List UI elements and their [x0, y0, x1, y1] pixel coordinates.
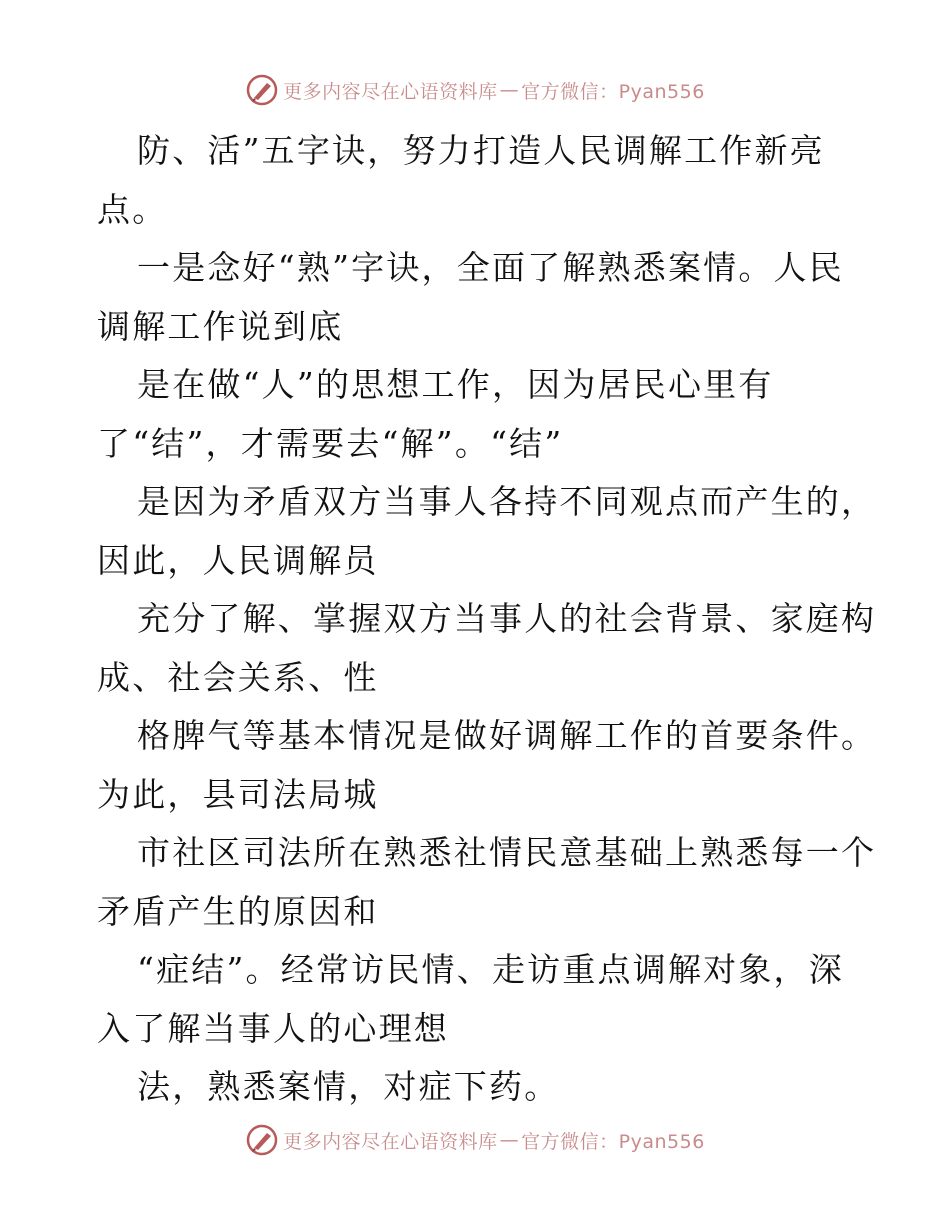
- header-watermark: [0, 70, 950, 110]
- pen-nib-circle-icon: [245, 73, 279, 107]
- watermark-text: 更多内容尽在心语资料库: [283, 80, 498, 103]
- watermark-separator: —: [499, 79, 520, 101]
- watermark-wechat: 官方微信：Pyan556: [521, 1130, 705, 1153]
- text-line: 点。: [97, 189, 168, 229]
- text-line: 为此，县司法局城: [97, 774, 379, 814]
- text-line: 防、活”五字诀，努力打造人民调解工作新亮: [137, 131, 825, 170]
- text-line: 是因为矛盾双方当事人各持不同观点而产生的，: [137, 482, 877, 521]
- text-line: 是在做“人”的思想工作，因为居民心里有: [137, 365, 774, 404]
- text-line: 一是念好“熟”字诀，全面了解熟悉案情。人民: [137, 248, 844, 287]
- text-line: 市社区司法所在熟悉社情民意基础上熟悉每一个: [137, 833, 877, 872]
- text-line: 矛盾产生的原因和: [97, 891, 379, 931]
- text-line: 了“结”，才需要去“解”。“结”: [97, 423, 564, 463]
- text-line: 入了解当事人的心理想: [97, 1008, 449, 1048]
- watermark-wechat: 官方微信：Pyan556: [521, 80, 705, 103]
- text-line: 成、社会关系、性: [97, 657, 379, 697]
- watermark-separator: —: [499, 1129, 520, 1151]
- watermark-text: 更多内容尽在心语资料库: [283, 1130, 498, 1153]
- text-line: 因此，人民调解员: [97, 540, 379, 580]
- text-line: 格脾气等基本情况是做好调解工作的首要条件。: [137, 716, 877, 755]
- pen-nib-circle-icon: [245, 1123, 279, 1157]
- document-body: [97, 122, 877, 1117]
- text-line: 法，熟悉案情，对症下药。: [137, 1067, 560, 1106]
- footer-watermark: [0, 1120, 950, 1160]
- text-line: “症结”。经常访民情、走访重点调解对象，深: [137, 950, 844, 989]
- text-line: 充分了解、掌握双方当事人的社会背景、家庭构: [137, 599, 877, 638]
- text-line: 调解工作说到底: [97, 306, 344, 346]
